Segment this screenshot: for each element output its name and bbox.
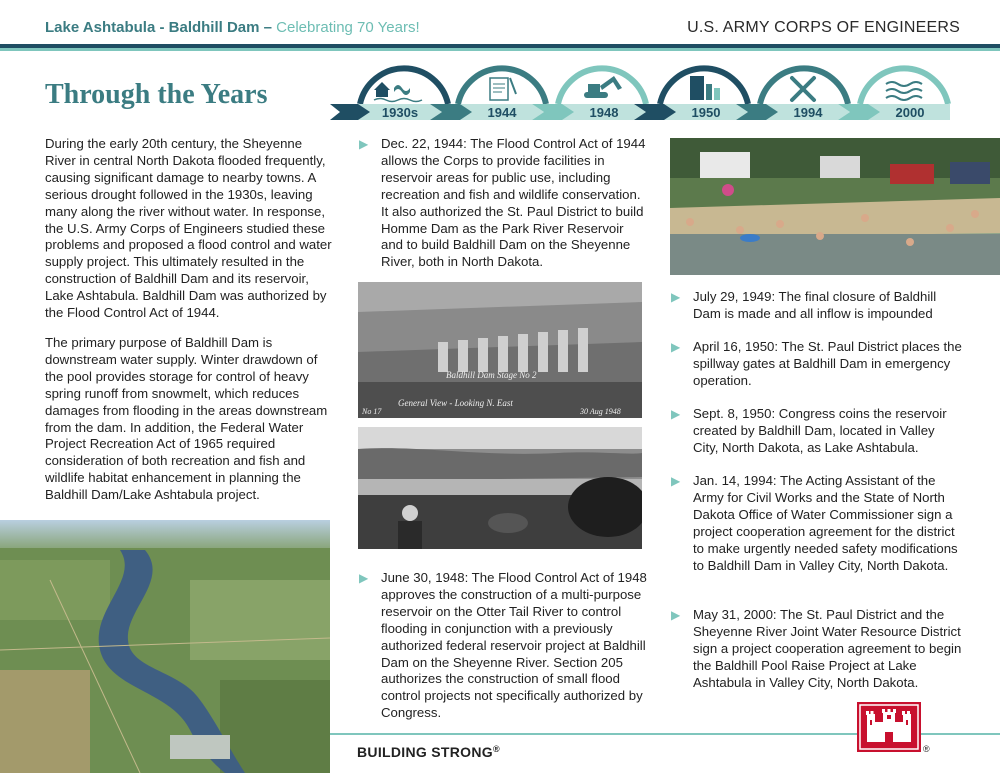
dam-icon — [690, 76, 720, 100]
header-org: U.S. ARMY CORPS OF ENGINEERS — [687, 19, 960, 36]
event-text: Jan. 14, 1994: The Acting Assistant of the Army for Civil Works and the State of North Dakota Office of Water Commissioner sign a project cooperation agreement for the district to make urgently needed safety modifications to Baldhill Dam in Valley City, North Dakota. — [693, 473, 958, 573]
tools-icon — [792, 78, 814, 100]
bullet-arrow-icon: ▶ — [671, 407, 681, 421]
intro-paragraph-1: During the early 20th century, the Sheyenne River in central North Dakota flooded frequently, causing significant damage to nearby towns. A serious drought followed in the 1930s, leaving many along the river without water. In response, the U.S. Army Corps of Engineers studied these problems and proposed a flood control and water supply project. This ultimately resulted in the construction of Baldhill Dam and its reservoir, Lake Ashtabula. Baldhill Dam was authorized by the Flood Control Act of 1944. — [45, 136, 332, 321]
beach-photo — [670, 138, 1000, 275]
event-text: June 30, 1948: The Flood Control Act of 1948 approves the construction of a multi-purpose reservoir on the Otter Tail River to control flooding in conjunction with a previously authorized federal reservoir project at Baldhill Dam on the Sheyenne River. Section 205 authorizes the construction of small flood control projects not specifically authorized by Congress. — [381, 570, 647, 721]
event-1944 — [359, 136, 649, 271]
bullet-arrow-icon: ▶ — [671, 608, 681, 622]
dam-structure — [170, 735, 230, 759]
bullet-arrow-icon: ▶ — [359, 571, 369, 585]
header-rule-light — [0, 48, 1000, 51]
construction-caption-num: No 17 — [362, 407, 382, 416]
year-2000: 2000 — [895, 105, 925, 120]
event-text: Dec. 22, 1944: The Flood Control Act of 1944 allows the Corps to provide facilities in reservoir areas for public use, including recreation and fish and wildlife conservation. It also authorized the St. Paul District to build Homme Dam as the Park River Reservoir and to build Baldhill Dam on the Sheyenne River, both in North Dakota. — [381, 136, 646, 270]
year-1948: 1948 — [589, 105, 619, 120]
aerial-lake-photo — [0, 520, 330, 773]
house-flood-icon — [374, 82, 422, 102]
event-1949 — [671, 289, 963, 323]
event-text: April 16, 1950: The St. Paul District places the spillway gates at Baldhill Dam in emergency operation. — [693, 339, 962, 388]
header-title-highlight: Celebrating 70 Years! — [276, 19, 420, 36]
event-1948 — [359, 570, 649, 722]
timeline — [330, 62, 970, 128]
footer-slogan-reg: ® — [492, 744, 500, 754]
bullet-arrow-icon: ▶ — [359, 137, 369, 151]
usace-castle-logo — [857, 702, 921, 752]
header-title-main: Lake Ashtabula - Baldhill Dam – — [45, 19, 272, 36]
bullet-arrow-icon: ▶ — [671, 474, 681, 488]
construction-caption-date: 30 Aug 1948 — [580, 407, 621, 416]
event-text: Sept. 8, 1950: Congress coins the reservoir created by Baldhill Dam, located in Valley City, North Dakota, as Lake Ashtabula. — [693, 406, 947, 455]
year-1930s: 1930s — [381, 105, 419, 120]
year-1994: 1994 — [793, 105, 823, 120]
event-1994 — [671, 473, 963, 574]
event-1950-sept — [671, 406, 963, 457]
construction-caption-1: Baldhill Dam Stage No 2 — [446, 370, 537, 380]
bullet-arrow-icon: ▶ — [671, 290, 681, 304]
event-text: May 31, 2000: The St. Paul District and the Sheyenne River Joint Water Resource District sign a project cooperation agreement to begin the Baldhill Pool Raise Project at Lake Ashtabula in Valley City, North Dakota. — [693, 607, 962, 690]
intro-paragraph-2: The primary purpose of Baldhill Dam is downstream water supply. Winter drawdown of the pool provides storage for control of heavy spring runoff from snowmelt, which reduces damages from flooding in the areas downstream from the dam. In addition, the Federal Water Project Recreation Act of 1965 required consideration of both recreation and fish and wildlife habitat enhancement in planning the Baldhill Dam/Lake Ashtabula project. — [45, 335, 328, 503]
waves-icon — [886, 82, 922, 100]
year-1944: 1944 — [487, 105, 517, 120]
logo-reg-mark: ® — [923, 744, 930, 754]
page-title: Through the Years — [45, 79, 268, 110]
document-icon — [490, 78, 516, 100]
event-1950-april — [671, 339, 963, 390]
year-1950: 1950 — [691, 105, 721, 120]
event-2000 — [671, 607, 963, 692]
event-text: July 29, 1949: The final closure of Baldhill Dam is made and all inflow is impounded — [693, 289, 937, 321]
header-title — [45, 19, 420, 36]
page-header — [0, 0, 1000, 52]
footer-slogan — [357, 744, 500, 760]
footer-slogan-text: BUILDING STRONG — [357, 744, 493, 760]
construction-caption-2: General View - Looking N. East — [398, 398, 513, 408]
excavator-icon — [584, 76, 622, 98]
dedication-photo — [358, 427, 642, 549]
bullet-arrow-icon: ▶ — [671, 340, 681, 354]
construction-photo — [358, 282, 642, 418]
